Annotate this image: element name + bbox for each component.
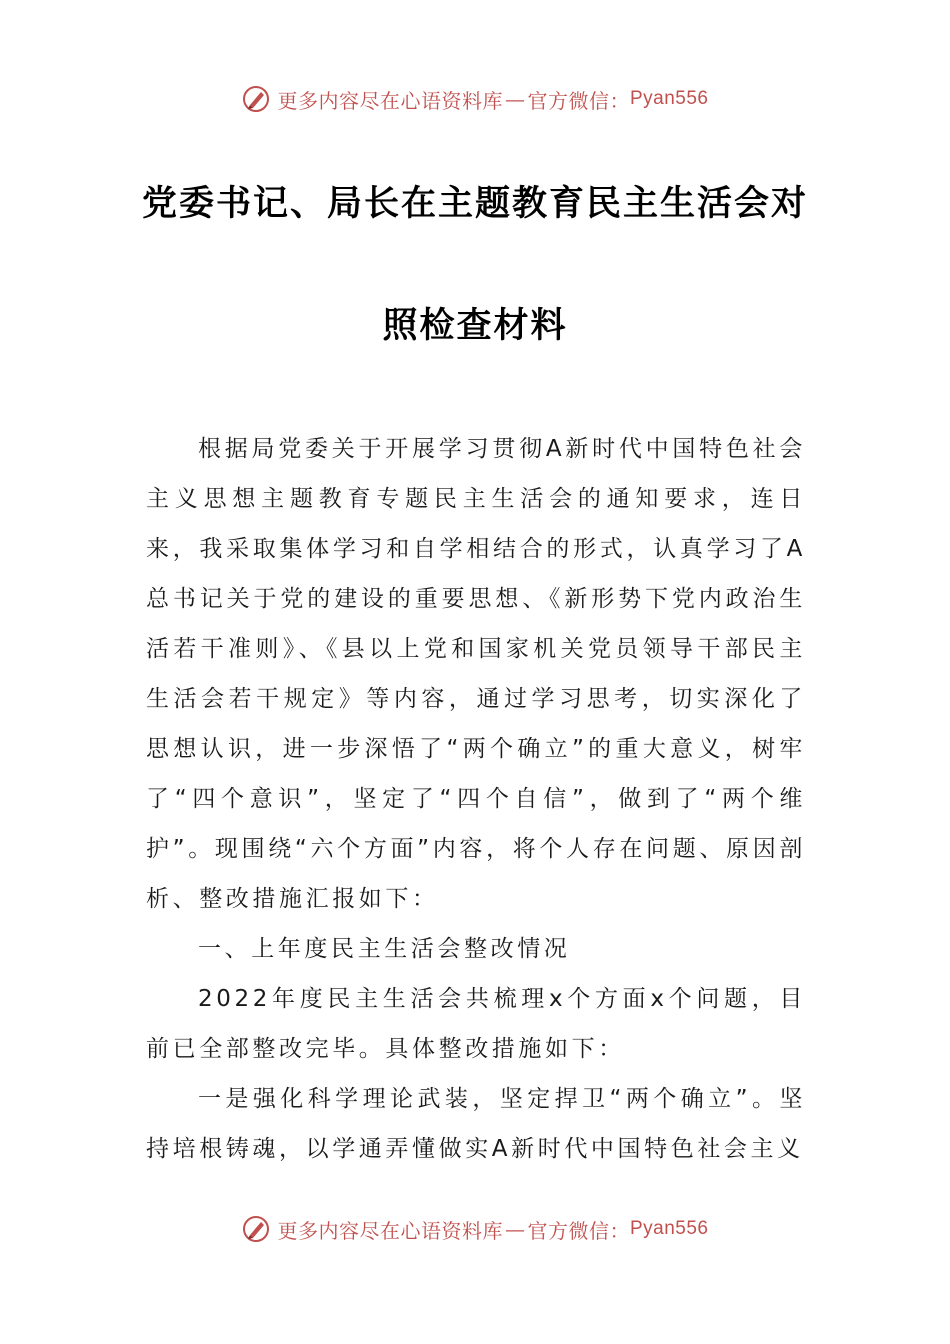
watermark-separator: — bbox=[504, 1217, 526, 1241]
watermark-header bbox=[0, 84, 950, 114]
watermark-account: Pyan556 bbox=[629, 88, 709, 109]
section-heading: 一、上年度民主生活会整改情况 bbox=[198, 936, 571, 962]
watermark-official: 官方微信： bbox=[527, 88, 630, 113]
paragraph-summary: 2022年度民主生活会共梳理x个方面x个问题，目前已全部整改完毕。具体整改措施如下： bbox=[146, 986, 806, 1062]
document-body bbox=[146, 424, 806, 1174]
watermark-account: Pyan556 bbox=[629, 1218, 709, 1239]
watermark-text: 更多内容尽在心语资料库 bbox=[277, 1218, 503, 1243]
watermark-text: 更多内容尽在心语资料库 bbox=[277, 88, 503, 113]
watermark-official: 官方微信： bbox=[527, 1218, 630, 1243]
document-title-line-1: 党委书记、局长在主题教育民主生活会对 bbox=[141, 184, 808, 224]
pen-logo-icon bbox=[241, 1214, 271, 1244]
watermark-separator: — bbox=[504, 87, 526, 111]
pen-logo-icon bbox=[241, 84, 271, 114]
watermark-footer bbox=[0, 1214, 950, 1244]
paragraph-measure-1: 一是强化科学理论武装，坚定捍卫“两个确立”。坚持培根铸魂，以学通弄懂做实A新时代中国特色社会主义 bbox=[146, 1086, 806, 1162]
document-title-line-2: 照检查材料 bbox=[382, 306, 568, 346]
paragraph-intro: 根据局党委关于开展学习贯彻A新时代中国特色社会主义思想主题教育专题民主生活会的通知要求，连日来，我采取集体学习和自学相结合的形式，认真学习了A总书记关于党的建设的重要思想、《新形势下党内政治生活若干准则》、《县以上党和国家机关党员领导干部民主生活会若干规定》等内容，通过学习思考，切实深化了思想认识，进一步深悟了“两个确立”的重大意义，树牢了“四个意识”，坚定了“四个自信”，做到了“两个维护”。现围绕“六个方面”内容，将个人存在问题、原因剖析、整改措施汇报如下： bbox=[146, 436, 806, 912]
